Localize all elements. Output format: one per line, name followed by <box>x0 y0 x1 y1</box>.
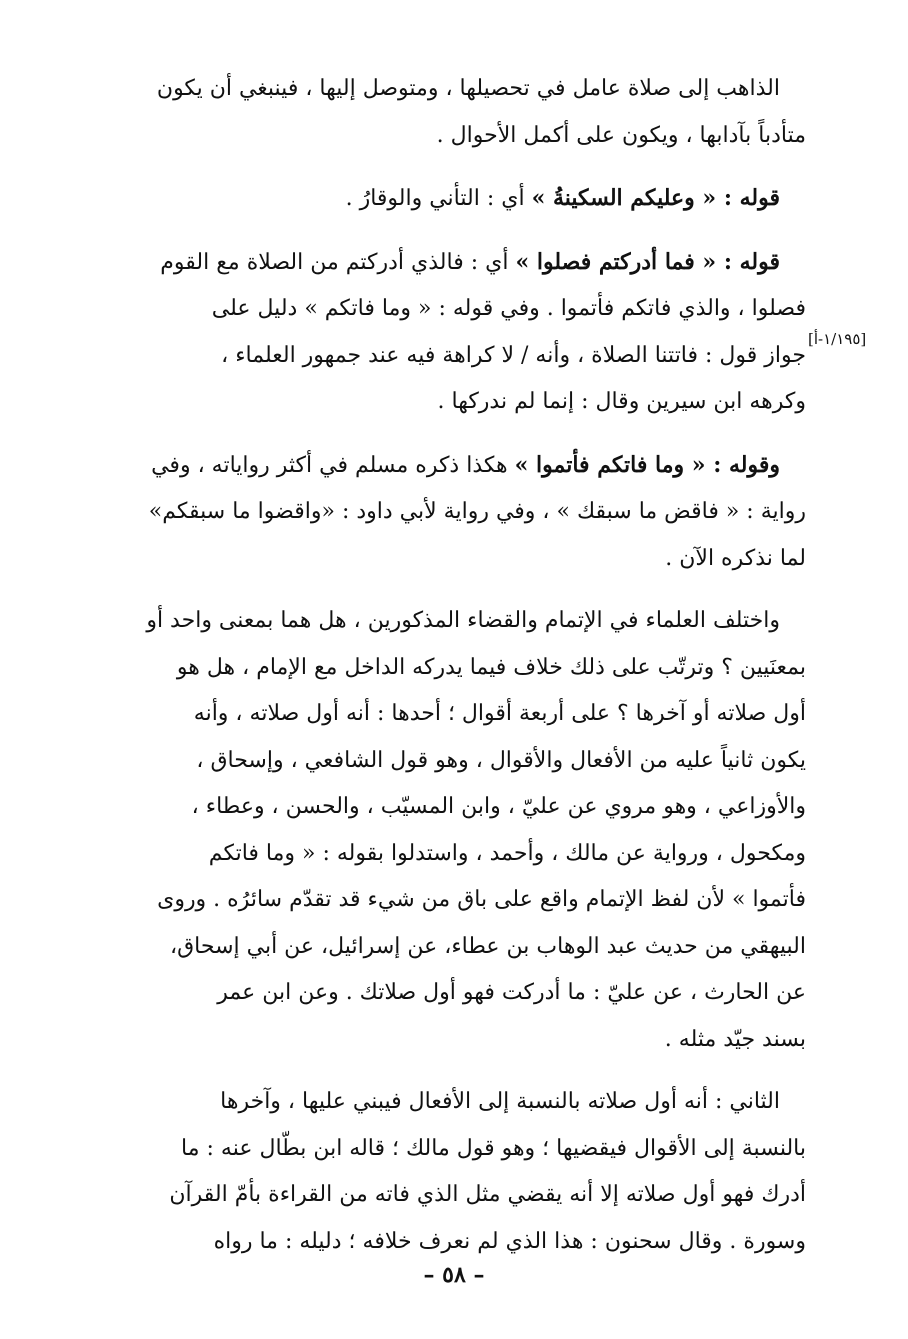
text-run: هكذا ذكره مسلم في أكثر رواياته ، وفي <box>151 452 515 478</box>
text-run: الثاني : أنه أول صلاته بالنسبة إلى الأفعال فيبني عليها ، وآخرها <box>220 1089 780 1114</box>
manuscript-folio-reference: [١/١٩٥-أ] <box>808 330 867 348</box>
quoted-lemma: قوله : « فما أدركتم فصلوا » <box>515 248 780 275</box>
paragraph <box>100 175 806 223</box>
text-line <box>100 691 806 738</box>
text-line <box>100 1219 806 1266</box>
text-run: واختلف العلماء في الإتمام والقضاء المذكورين ، هل هما بمعنى واحد أو <box>146 608 780 633</box>
text-run: بالنسبة إلى الأقوال فيقضيها ؛ وهو قول مالك ؛ قاله ابن بطّال عنه : ما <box>181 1135 806 1161</box>
text-line <box>100 489 806 536</box>
text-run: البيهقي من حديث عبد الوهاب بن عطاء، عن إسرائيل، عن أبي إسحاق، <box>170 933 806 959</box>
text-line <box>100 66 806 113</box>
text-line <box>100 175 806 223</box>
text-run: فصلوا ، والذي فاتكم فأتموا . وفي قوله : « وما فاتكم » دليل على <box>211 296 806 321</box>
text-line <box>100 1017 806 1064</box>
text-run: جواز قول : فاتتنا الصلاة ، وأنه / لا كراهة فيه عند جمهور العلماء ، <box>221 342 806 368</box>
text-line <box>100 536 806 583</box>
text-run: يكون ثانياً عليه من الأفعال والأقوال ، وهو قول الشافعي ، وإسحاق ، <box>196 747 806 773</box>
text-run: بسند جيّد مثله . <box>664 1026 806 1052</box>
text-line <box>100 239 806 287</box>
text-run: أي : التأني والوقارُ . <box>345 186 532 211</box>
paragraph <box>100 598 806 1063</box>
text-run: فأتموا » لأن لفظ الإتمام واقع على باق من شيء قد تقدّم سائرُه . وروى <box>157 887 806 912</box>
text-run: عن الحارث ، عن عليّ : ما أدركت فهو أول صلاتك . وعن ابن عمر <box>217 980 806 1005</box>
text-run: أي : فالذي أدركتم من الصلاة مع القوم <box>160 249 516 275</box>
text-line <box>100 1126 806 1173</box>
text-line <box>100 784 806 831</box>
page-number: – ٥٨ – <box>423 1262 485 1288</box>
text-run: أول صلاته أو آخرها ؟ على أربعة أقوال ؛ أحدها : أنه أول صلاته ، وأنه <box>193 701 806 726</box>
text-run: والأوزاعي ، وهو مروي عن عليّ ، وابن المسيّب ، والحسن ، وعطاء ، <box>191 794 806 819</box>
text-line <box>100 738 806 785</box>
text-line <box>100 113 806 160</box>
paragraph <box>100 1079 806 1265</box>
quoted-lemma: قوله : « وعليكم السكينةُ » <box>531 185 780 211</box>
text-line <box>100 970 806 1017</box>
text-line <box>100 286 806 333</box>
text-run: ومكحول ، ورواية عن مالك ، وأحمد ، واستدلوا بقوله : « وما فاتكم <box>208 840 806 866</box>
text-run: أدرك فهو أول صلاته إلا أنه يقضي مثل الذي فاته من القراءة بأمّ القرآن <box>169 1182 806 1207</box>
text-line <box>100 442 806 490</box>
paragraph <box>100 239 806 426</box>
text-line <box>100 924 806 971</box>
quoted-lemma: وقوله : « وما فاتكم فأتموا » <box>514 451 780 478</box>
text-run: متأدباً بآدابها ، ويكون على أكمل الأحوال . <box>436 122 806 148</box>
text-run: لما نذكره الآن . <box>665 545 806 571</box>
text-run: رواية : « فاقض ما سبقك » ، وفي رواية لأبي داود : «واقضوا ما سبقكم» <box>148 499 806 524</box>
paragraph <box>100 66 806 159</box>
text-line <box>100 333 806 380</box>
text-line <box>100 831 806 878</box>
text-line <box>100 598 806 645</box>
text-run: بمعنَيين ؟ وترتّب على ذلك خلاف فيما يدركه الداخل مع الإمام ، هل هو <box>176 654 806 680</box>
text-run: وكرهه ابن سيرين وقال : إنما لم ندركها . <box>437 389 806 414</box>
main-text <box>100 66 806 1265</box>
text-line <box>100 645 806 692</box>
text-run: الذاهب إلى صلاة عامل في تحصيلها ، ومتوصل إليها ، فينبغي أن يكون <box>156 76 780 101</box>
text-line <box>100 1172 806 1219</box>
text-line <box>100 877 806 924</box>
text-line <box>100 1079 806 1126</box>
text-run: وسورة . وقال سحنون : هذا الذي لم نعرف خلافه ؛ دليله : ما رواه <box>213 1228 806 1254</box>
text-line <box>100 379 806 426</box>
paragraph <box>100 442 806 583</box>
